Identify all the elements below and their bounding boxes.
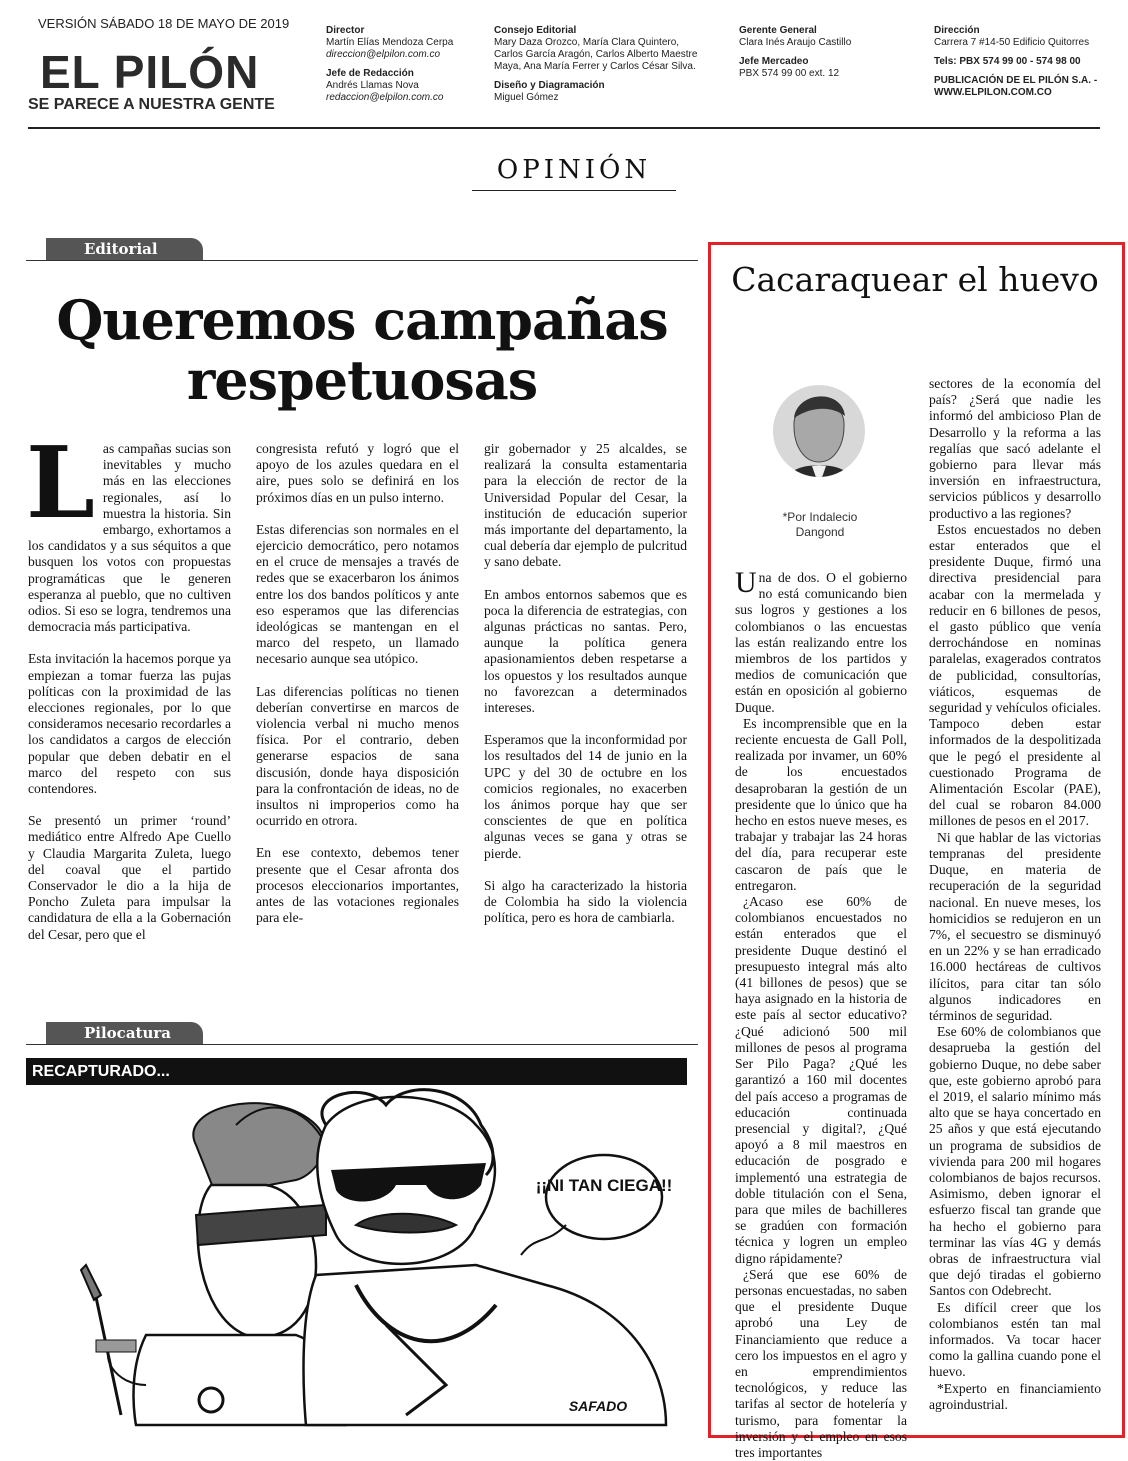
drop-cap: L [26,426,95,541]
column-title: Cacaraquear el huevo [731,260,1099,299]
newspaper-slogan: SE PARECE A NUESTRA GENTE [28,96,275,113]
editorial-paragraph: Esperamos que la inconformidad por los resultados del 14 de junio en la UPC y del 30 de octubre en los comicios regionales, no exacerben los ánimos porque hay que ser conscientes de que en política algunas veces se gana y otras se pierde. [484,732,687,861]
staff-block-director [326,25,476,104]
edition-date: VERSIÓN SÁBADO 18 DE MAYO DE 2019 [38,16,290,31]
column-paragraph: Es incomprensible que en la reciente encuesta de Gall Poll, realizada por invamer, un 60% de los encuestados desaprobaran la gestión de un presidente que lo único que ha hecho en estos nueve meses, es trabajar y trabajar las 24 horas del día, para recuperar este cascaron de país que le entregaron. [735,715,907,893]
website-link[interactable]: WWW.ELPILON.COM.CO [934,87,1052,98]
staff-block-direccion [934,25,1104,99]
editorial-column-2 [256,441,459,942]
staff-block-gerencia [739,25,909,80]
editorial-paragraph: Las diferencias políticas no tienen deberían convertirse en marcos de violencia verbal ni mucho menos física. Por el contrario, deben generarse espacios de sana discusión, donde haya disposición para la confrontación de ideas, no de insultos ni improperios como ha ocurrido en otrora. [256,683,459,829]
diseno-name: Miguel Gómez [494,92,559,103]
staff-block-consejo [494,25,709,104]
editorial-paragraph: En ese contexto, debemos tener presente que el Cesar afronta dos procesos eleccionarios importantes, antes de las votaciones regionales para ele- [256,845,459,926]
column-paragraph: Ni que hablar de las victorias tempranas del presidente Duque, en materia de recuperación de la seguridad nacional. En nueve meses, los homicidios se redujeron en un 7%, el secuestro se disminuyó en un 22% y se han erradicado 16.000 hectáreas de cultivos ilícitos, para citar tan sólo algunos indicadores en términos de seguridad. [929,829,1101,1023]
director-name: Martín Elías Mendoza Cerpa [326,37,454,48]
column-text-left [735,566,907,1461]
editorial-paragraph: Las campañas sucias son inevitables y mucho más en las elecciones regionales, así lo muestra la historia. Sin embargo, exhortamos a los candidatos y a sus séquitos a que busquen los votos con propuestas programáticas que le generen esperanza al pueblo, que no cultiven odios. Si eso se logra, tendremos una democracia más participativa. [26,426,231,635]
editorial-paragraph: Estas diferencias son normales en el ejercicio democrático, pero notamos en el cruce de mensajes a través de redes que se exacerbaron los ánimos entre los dos bandos políticos y ante eso esperamos que las diferencias ideológicas se mantengan en el marco del respeto, un llamado necesario aunque sea utópico. [256,521,459,667]
cartoonist-signature: SAFADO [568,1398,628,1414]
editorial-column-3 [484,441,687,942]
editorial-column-1 [26,426,231,959]
author-note: *Experto en financiamiento agroindustrial. [929,1380,1101,1412]
masthead-rule [28,127,1100,129]
editorial-paragraph: En ambos entornos sabemos que es poca la diferencia de estrategias, con algunas prácticas no santas. Pero, aunque la política genera apasionamientos deben respetarse a los opuestos y los resultados aunque no favorezcan a determinados intereses. [484,586,687,716]
speech-text: ¡¡NI TAN CIEGA!! [535,1176,673,1195]
cartoon-tab-rule [26,1044,698,1045]
section-title: OPINIÓN [496,155,652,185]
consejo-names: Mary Daza Orozco, María Clara Quintero, Carlos García Aragón, Carlos Alberto Maestre Maya, Ana María Ferrer y Carlos César Silva. [494,37,698,72]
section-title-rule [472,190,676,191]
editorial-paragraph: congresista refutó y logró que el apoyo de los azules quedara en el aire, pues solo se definirá en los próximos días en un pulso interno. [256,441,459,505]
editorial-paragraph: gir gobernador y 25 alcaldes, se realizará la consulta estamentaria para la elección de rector de la Universidad Popular del Cesar, la institución de educación superior más importante del departamento, la cual debería dar ejemplo de pulcritud y sano debate. [484,441,687,570]
direccion-address: Carrera 7 #14-50 Edificio Quitorres [934,37,1090,48]
column-text-right [929,376,1101,1413]
redaccion-email: redaccion@elpilon.com.co [326,92,444,103]
column-paragraph: ¿Acaso ese 60% de colombianos encuestados no están enterados que el presidente Duque destinó el presupuesto integral más alto (41 billones de pesos) que se haya asignado en la historia de este país al sector educativo? ¿Qué adicionó 500 mil millones de pesos al programa Ser Pilo Paga? ¿Qué les garantizó a 160 mil docentes del país acceso a programas de educación continuada presencial y digital?, ¿Qué apoyó a 8 mil maestros en educación de posgrado e implementó una estrategia de doble titulación con el Sena, para que miles de bachilleres se gradúen con formación técnica y logren un empleo digno rápidamente? [735,894,907,1266]
publicacion: PUBLICACIÓN DE EL PILÓN S.A. - [934,75,1098,86]
director-label: Director [326,25,365,36]
telefonos: Tels: PBX 574 99 00 - 574 98 00 [934,56,1081,67]
newspaper-logo: EL PILÓN [40,46,260,98]
column-paragraph: sectores de la economía del país? ¿Será que nadie les informó del ambicioso Plan de Desarrollo y la reforma a las regalías que sacó adelante el gobierno para llevar más inversión en infraestructura, servicios públicos y desarrollo productivo a las regiones? [929,376,1101,521]
gerente-name: Clara Inés Araujo Castillo [739,37,852,48]
editorial-paragraph: Se presentó un primer ‘round’ mediático entre Alfredo Ape Cuello y Claudia Margarita Zuleta, luego del coaval que el partido Conservador le dio a la hija de Poncho Zuleta para impulsar la candidatura de ella a la Gobernación del Cesar, pero que el [28,813,231,942]
editorial-tab: Editorial [46,238,203,260]
gerente-label: Gerente General [739,25,817,36]
redaccion-name: Andrés Llamas Nova [326,80,419,91]
redaccion-label: Jefe de Redacción [326,68,414,79]
column-paragraph: Ese 60% de colombianos que desaprueba la gestión del gobierno Duque, no debe saber que, este gobierno aprobó para el 2019, el salario mínimo más alto que se haya concertado en 25 años y que está ejecutando un programa de subsidios de vivienda para 200 mil hogares colombianos de bajos recursos. Asimismo, deben ignorar el esfuerzo fiscal tan grande que ha hecho el gobierno para terminar las vías 4G y demás obras de infraestructura vial que dejó tiradas el gobierno Santos con Odebrecht. [929,1024,1101,1299]
editorial-paragraph: Si algo ha caracterizado la historia de Colombia ha sido la violencia política, pero es hora de cambiarla. [484,877,687,926]
direccion-label: Dirección [934,25,980,36]
column-paragraph: Una de dos. O el gobierno no está comunicando bien sus logros y gestiones a los colombianos o las encuestas las están realizando entre los miembros de los partidos y medios de comunicación que están en oposición al gobierno Duque. [735,566,907,715]
column-paragraph: ¿Será que ese 60% de personas encuestadas, no saben que el presidente Duque aprobó una Ley de Financiamiento que reduce a cero los impuestos en el agro y en emprendimientos tecnológicos, y reduce las tarifas al sector de hotelería y turismo, para fomentar la inversión y el empleo en esos tres importantes [735,1266,907,1460]
drop-cap: U [735,566,757,599]
cartoon-tab: Pilocatura [46,1022,203,1044]
diseno-label: Diseño y Diagramación [494,80,605,91]
editorial-paragraph: Esta invitación la hacemos porque ya empiezan a tomar fuerza las pujas políticas con la proximidad de las elecciones regionales, por lo que consideramos necesario recordarles a los candidatos a cargos de elección popular que deben debatir en el marco del respeto con sus contendores. [28,651,231,797]
consejo-label: Consejo Editorial [494,25,577,36]
mercadeo-phone: PBX 574 99 00 ext. 12 [739,68,840,79]
cartoon-illustration [26,1085,687,1425]
editorial-tab-rule [26,260,698,261]
author-photo [772,376,866,496]
column-byline: *Por Indalecio Dangond [782,510,858,539]
cartoon-title: RECAPTURADO... [26,1058,687,1085]
director-email: direccion@elpilon.com.co [326,49,441,60]
mercadeo-label: Jefe Mercadeo [739,56,809,67]
column-paragraph: Estos encuestados no deben estar enterados que el presidente Duque, firmó una directiva presidencial para acabar con la mermelada y reducir en 6 billones de pesos, el gasto público que venía derrochándose en nominas paralelas, exagerados contratos de publicidad, consultorías, viáticos, esquemas de seguridad y vehículos oficiales. Tampoco deben estar informados de la despolitizada que le pegó el presidente al cuestionado Programa de Alimentación Escolar (PAE), del cual se robaron 84.000 millones de pesos en el 2017. [929,521,1101,829]
editorial-headline: Queremos campañas respetuosas [56,288,668,412]
column-paragraph: Es difícil creer que los colombianos estén tan mal informados. Va tocar hacer como la gallina cuando pone el huevo. [929,1299,1101,1380]
